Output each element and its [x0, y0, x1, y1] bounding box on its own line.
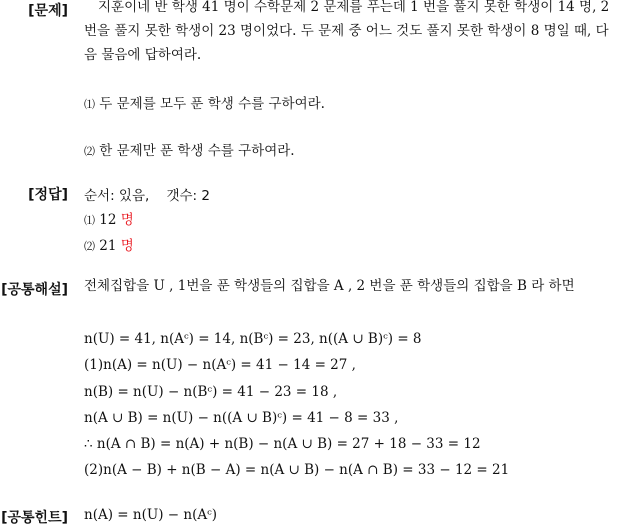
- question-2-number: ⑵: [84, 145, 95, 158]
- question-2-text: 한 문제만 푼 학생 수를 구하여라.: [99, 143, 295, 159]
- solution-line: n(U) = 41, n(Aᶜ) = 14, n(Bᶜ) = 23, n((A ∪ B)ᶜ) = 8: [84, 331, 422, 347]
- answer-1-number: ⑴: [84, 214, 95, 227]
- solution-line: ∴ n(A ∩ B) = n(A) + n(B) − n(A ∪ B) = 27 + 18 − 33 = 12: [84, 436, 481, 452]
- answer-1-unit: 명: [120, 212, 134, 228]
- answer-1: [84, 208, 134, 228]
- problem-label: [문제]: [28, 3, 68, 19]
- question-1: [84, 92, 325, 112]
- question-1-number: ⑴: [84, 98, 95, 111]
- answer-2-value: 21: [99, 238, 117, 254]
- answer-2-number: ⑵: [84, 240, 95, 253]
- answer-1-value: 12: [99, 212, 117, 228]
- solution-line: (1)n(A) = n(U) − n(Aᶜ) = 41 − 14 = 27 ,: [84, 357, 356, 373]
- question-1-text: 두 문제를 모두 푼 학생 수를 구하여라.: [99, 96, 325, 112]
- solution-intro: 전체집합을 U , 1번을 푼 학생들의 집합을 A , 2 번을 푼 학생들의 집합을 B 라 하면: [84, 278, 575, 294]
- solution-line: (2)n(A − B) + n(B − A) = n(A ∪ B) − n(A ∩ B) = 33 − 12 = 21: [84, 462, 510, 478]
- question-2: [84, 139, 295, 159]
- answer-label: [정답]: [28, 187, 68, 203]
- hint-text: n(A) = n(U) − n(Aᶜ): [84, 507, 218, 523]
- answer-2-unit: 명: [120, 238, 134, 254]
- answer-header: 순서: 있음, 갯수: 2: [84, 188, 210, 204]
- solution-label: [공통해설]: [1, 282, 68, 298]
- problem-text: 지훈이네 반 학생 41 명이 수학문제 2 문제를 푸는데 1 번을 풀지 못한 학생이 14 명, 2 번을 풀지 못한 학생이 23 명이었다. 두 문제 중 어느 것도 풀지 못한 학생이 8 명일 때, 다음 물음에 답하여라.: [84, 0, 610, 63]
- solution-line: n(B) = n(U) − n(Bᶜ) = 41 − 23 = 18 ,: [84, 384, 338, 400]
- solution-line: n(A ∪ B) = n(U) − n((A ∪ B)ᶜ) = 41 − 8 = 33 ,: [84, 410, 399, 426]
- answer-2: [84, 234, 134, 254]
- hint-label: [공통힌트]: [1, 510, 68, 526]
